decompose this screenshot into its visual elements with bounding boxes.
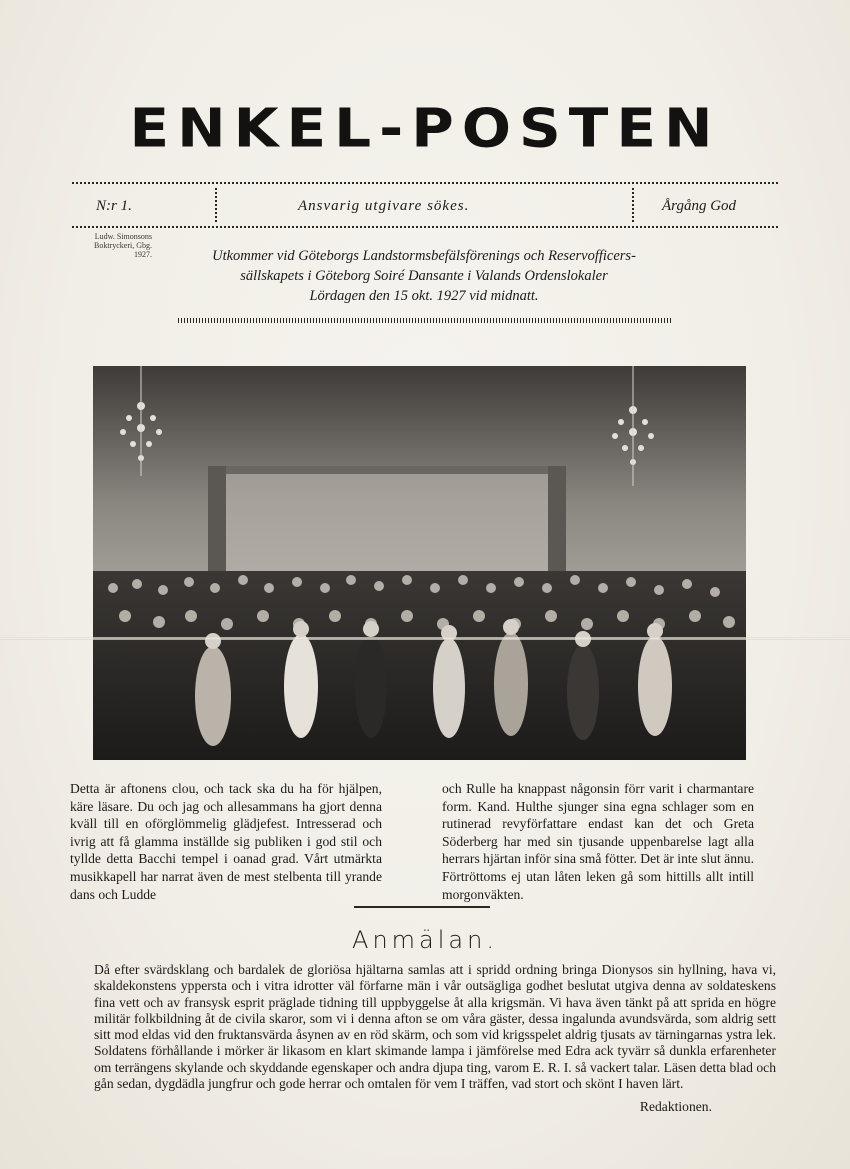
volume-line: Årgång God: [662, 198, 737, 214]
intro-line: sällskapets i Göteborg Soiré Dansante i Valands Ordenslokaler: [240, 268, 608, 284]
stage-frame-top: [208, 466, 565, 474]
printer-imprint: [72, 232, 152, 259]
issue-number: N:r 1.: [96, 198, 132, 214]
intro-line: Lördagen den 15 okt. 1927 vid midnatt.: [309, 288, 539, 304]
masthead-title: ENKEL-POSTEN: [129, 96, 721, 160]
article-column-left: Detta är aftonens clou, och tack ska du ha för hjälpen, käre läsare. Du och jag och allesammans ha gjort denna kväll till en oförglömmelig glädjefest. Intresserad och ivrig att få glamma inställde sig publiken i god stil och tyllde detta Bacchi tempel i oanad grad. Vårt utmärkta musikkapell har narrat även de mest stelbenta till yrande dans och Ludde: [70, 781, 382, 902]
stage-frame-left: [208, 466, 226, 586]
article-column-right: och Rulle ha knappast någonsin förr varit i charmantare form. Kand. Hulthe sjunger sina egna schlager som en rutinerad revyförfattare endast kan det och Greta Söderberg har med sin tjusande uppenbarelse lagt alla herrars hjärtan inför sina små fötter. Det är inte slut ännu. Förtröttoms ej utan låten leken gå som hittills allt intill morgonväkten.: [442, 781, 754, 902]
photo-illustration: [93, 366, 746, 760]
intro-line: Utkommer vid Göteborgs Landstormsbefälsförenings och Reservofficers-: [212, 248, 636, 264]
paper-fold-crease: [0, 637, 850, 640]
stage-opening: [208, 466, 565, 576]
intro-text: [168, 246, 680, 306]
bottom-dotted-rule: [72, 226, 778, 228]
stage-frame-right: [548, 466, 566, 586]
info-divider-left: [215, 188, 217, 222]
printer-line: Ludw. Simonsons: [94, 232, 152, 241]
notice-signature: Redaktionen.: [639, 1099, 712, 1114]
printer-line: 1927.: [134, 250, 152, 259]
info-divider-right: [632, 188, 634, 222]
notice-heading: Anmälan.: [352, 926, 498, 954]
notice-body: Då efter svärdsklang och bardalek de gloriösa hjältarna samlas att i spridd ordning bringa Dionysos sin hyllning, hava vi, skaldekonstens yppersta och i vitra idrotter väl förfarne män i vår outsägliga godhet beslutat utgiva denna av soldateskens fina vett och av fransysk esprit präglade tidning till uppbyggelse åt alla krigsmän. Vi hava även tänkt på att sprida en högre militär folkbildning åt de civila skaror, som vi i denna afton se om våra gäster, dessa ingalunda avundsvärda, som aldrig sett sitt mod eldas vid den fruktansvärda åsynen av en röd skärm, och som vid krigsspelet aldrig tjusats av tärningarnas ystra lek. Soldatens förhållande i mörker är likasom en klart skimande lampa i jämförelse med Edra ack tyvärr så dunkla erfarenheter om terrängens skylande och skyddande egenskaper och andra djupa ting, varom E. R. I. så vackert talar. Läsen detta blad och gån sedan, dygdädla jungfrur och gode herrar och omtalen för vem I träffen, vad stort och skönt I haven lärt.: [94, 962, 776, 1092]
publisher-line: Ansvarig utgivare sökes.: [298, 198, 470, 214]
dance-hall-photo: [93, 366, 746, 760]
printer-line: Boktryckeri, Gbg.: [94, 241, 152, 250]
hatched-rule: [178, 318, 672, 323]
top-dotted-rule: [72, 182, 778, 184]
section-divider: [354, 906, 490, 908]
